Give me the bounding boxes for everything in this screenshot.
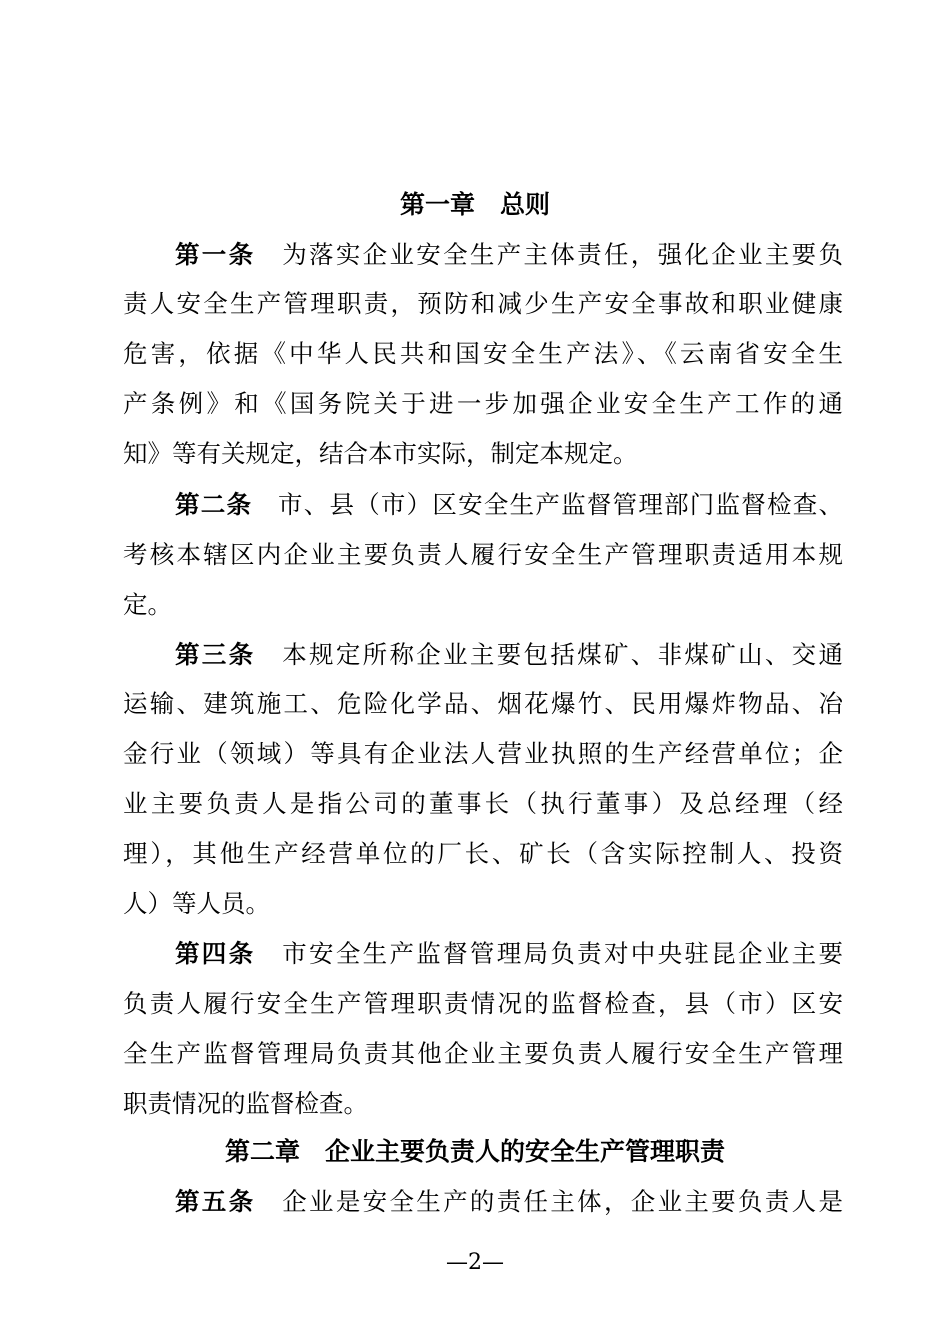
article-1-label: 第一条 bbox=[175, 240, 256, 269]
article-3-line-6: 人）等人员。 bbox=[123, 889, 270, 918]
article-2-line-2: 考核本辖区内企业主要负责人履行安全生产管理职责适用本规 bbox=[123, 540, 843, 569]
article-5-line-1: 第五条 企业是安全生产的责任主体，企业主要负责人是 bbox=[175, 1187, 843, 1216]
article-2-label: 第二条 bbox=[175, 490, 253, 519]
article-1-line-3: 危害，依据《中华人民共和国安全生产法》、《云南省安全生 bbox=[123, 339, 843, 368]
article-1-line-4: 产条例》和《国务院关于进一步加强企业安全生产工作的通 bbox=[123, 389, 843, 418]
article-1-line-1: 第一条 为落实企业安全生产主体责任，强化企业主要负 bbox=[175, 240, 843, 269]
article-4-line-2: 负责人履行安全生产管理职责情况的监督检查，县（市）区安 bbox=[123, 989, 843, 1018]
article-1-line-5: 知》等有关规定，结合本市实际，制定本规定。 bbox=[123, 439, 638, 468]
article-3-line-3: 金行业（领域）等具有企业法人营业执照的生产经营单位；企 bbox=[123, 739, 843, 768]
chapter-1-heading: 第一章 总则 bbox=[399, 190, 550, 219]
article-3-line-1: 第三条 本规定所称企业主要包括煤矿、非煤矿山、交通 bbox=[175, 640, 843, 669]
page-number: —2— bbox=[446, 1250, 504, 1275]
article-2-line-1: 第二条 市、县（市）区安全生产监督管理部门监督检查、 bbox=[175, 490, 844, 519]
article-4-line-4: 职责情况的监督检查。 bbox=[123, 1089, 368, 1118]
article-4-label: 第四条 bbox=[175, 939, 256, 968]
article-3-line-5: 理），其他生产经营单位的厂长、矿长（含实际控制人、投资 bbox=[123, 839, 843, 868]
article-3-label: 第三条 bbox=[175, 640, 256, 669]
chapter-2-heading: 第二章 企业主要负责人的安全生产管理职责 bbox=[224, 1137, 725, 1166]
article-1-line-2: 责人安全生产管理职责，预防和减少生产安全事故和职业健康 bbox=[123, 289, 843, 318]
article-2-line-3: 定。 bbox=[123, 590, 172, 619]
article-3-line-2: 运输、建筑施工、危险化学品、烟花爆竹、民用爆炸物品、冶 bbox=[123, 689, 843, 718]
article-5-label: 第五条 bbox=[175, 1187, 256, 1216]
article-4-line-1: 第四条 市安全生产监督管理局负责对中央驻昆企业主要 bbox=[175, 939, 843, 968]
article-3-line-4: 业主要负责人是指公司的董事长（执行董事）及总经理（经 bbox=[123, 789, 843, 818]
article-4-line-3: 全生产监督管理局负责其他企业主要负责人履行安全生产管理 bbox=[123, 1039, 843, 1068]
